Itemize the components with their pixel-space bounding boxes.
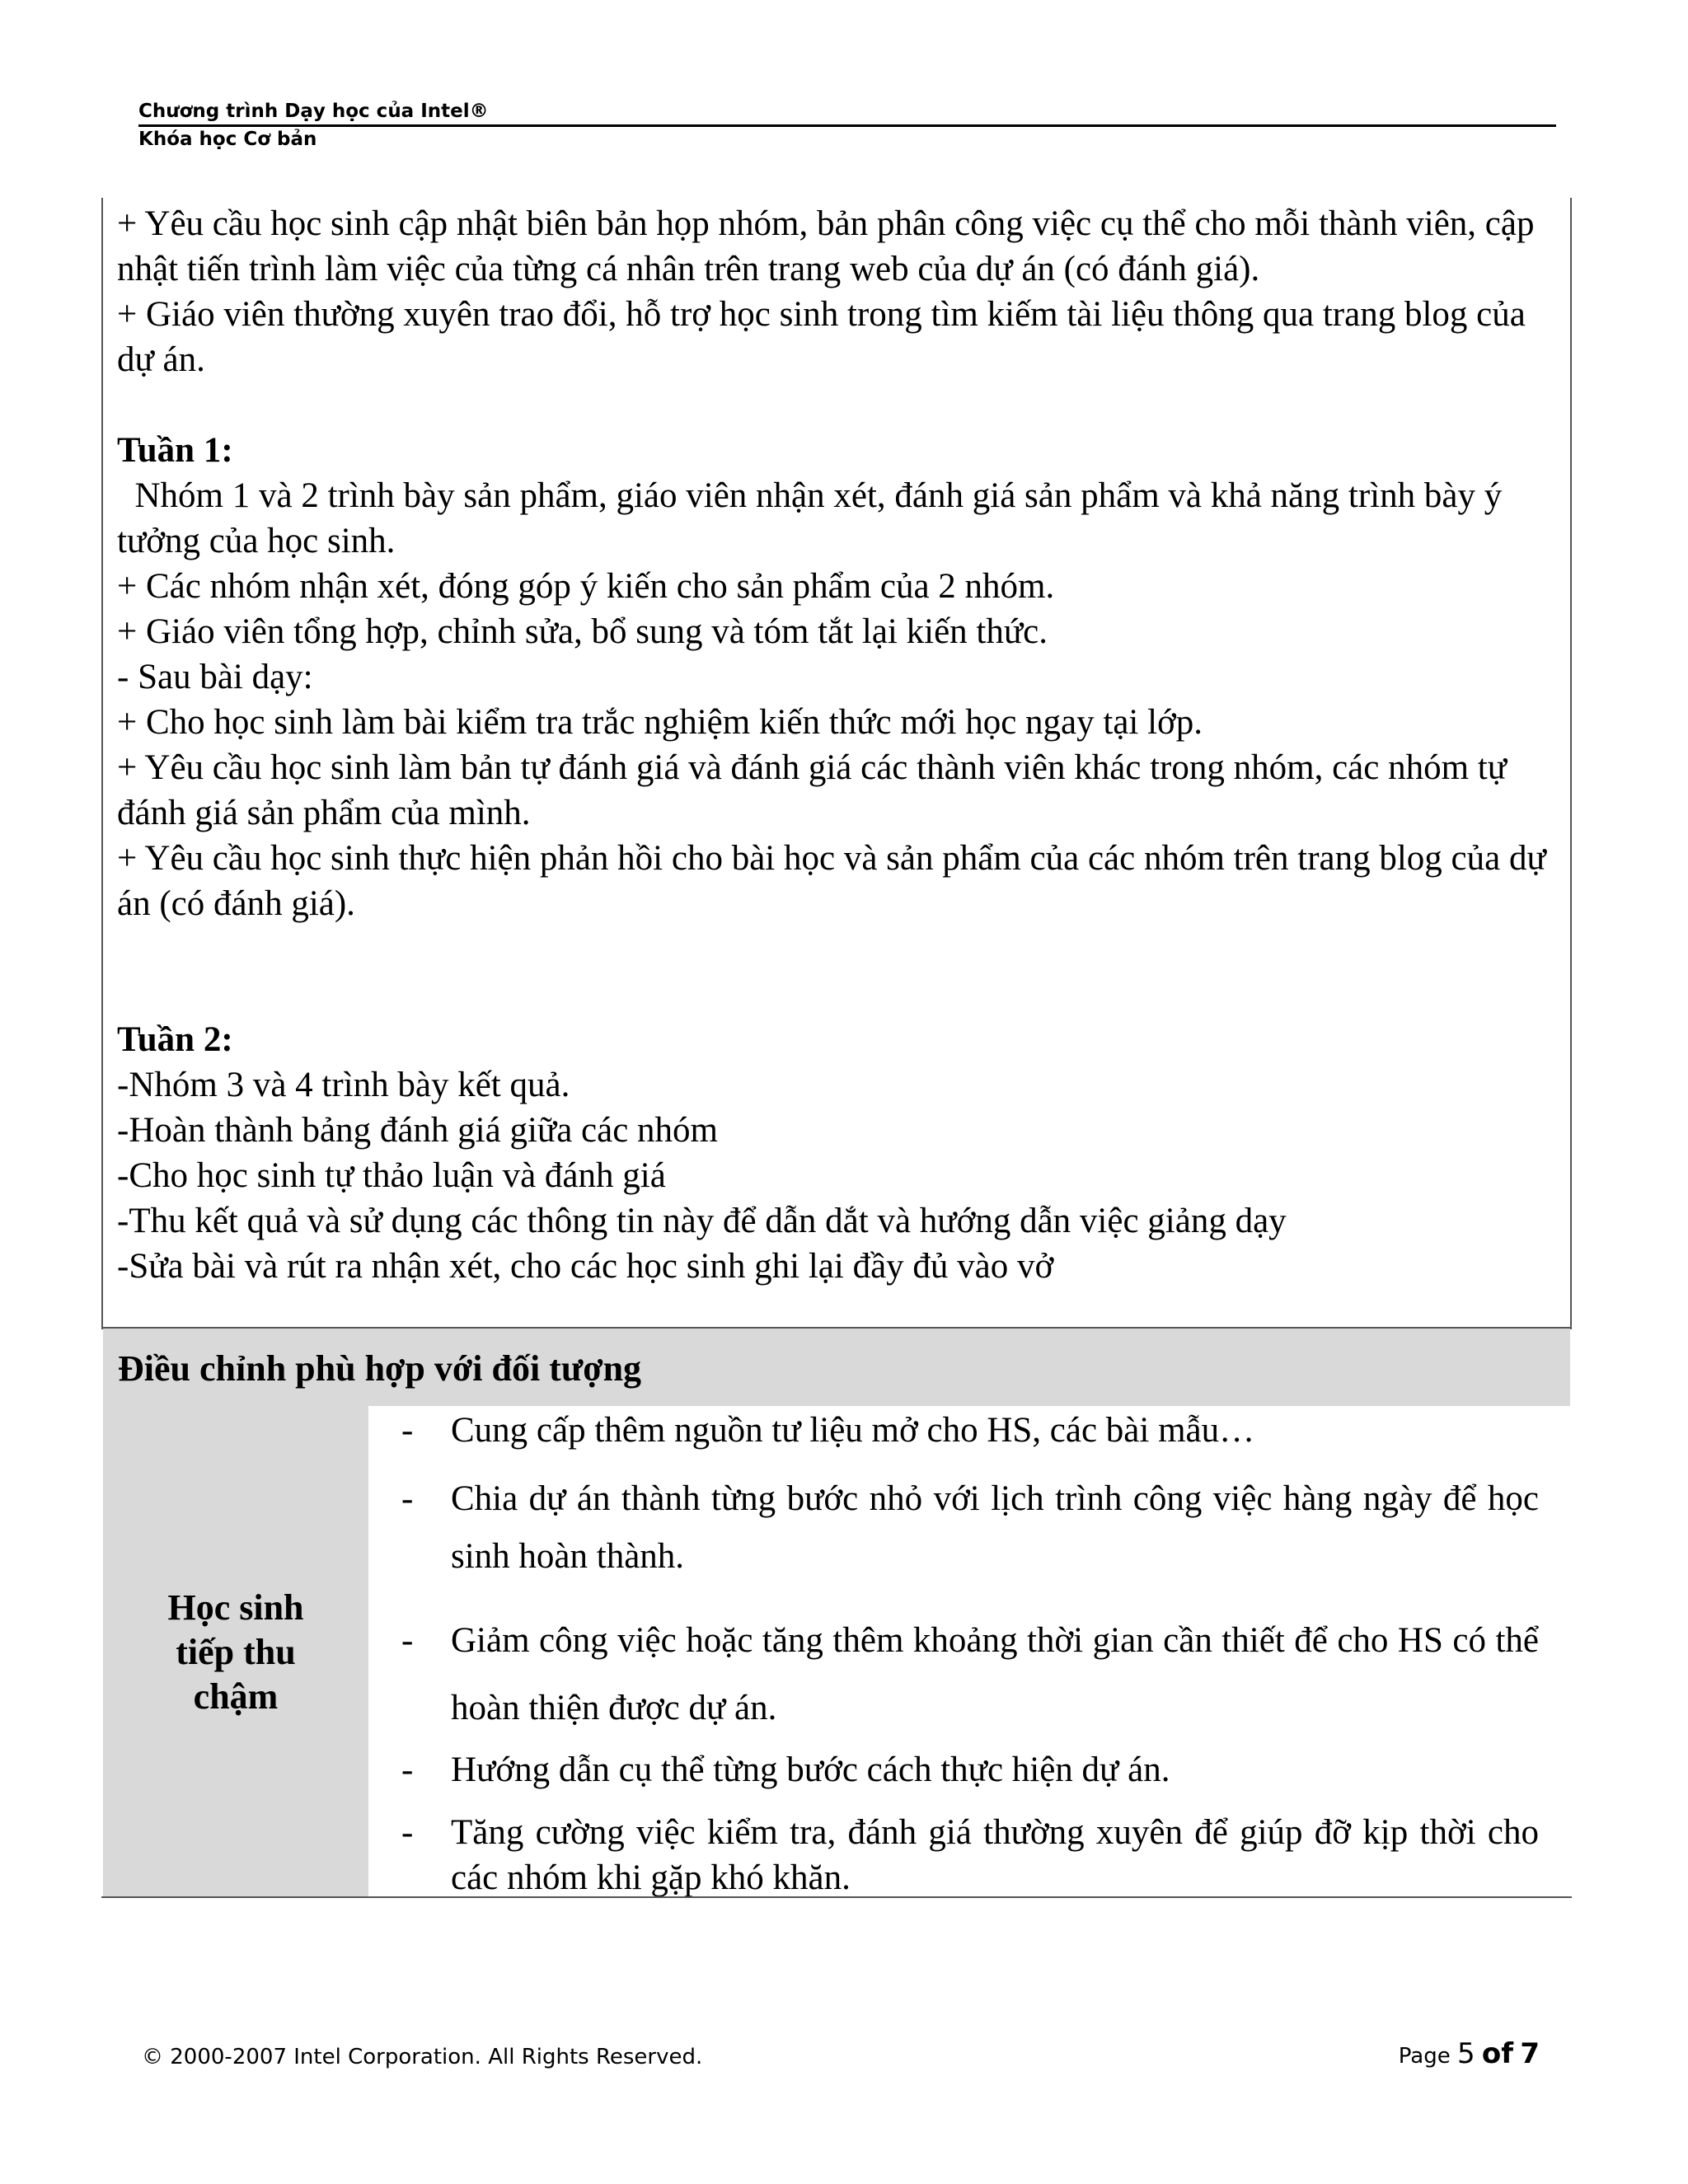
adjustment-header-row	[103, 1329, 1570, 1406]
week1-line: - Sau bài dạy:	[117, 658, 313, 696]
student-group-label	[103, 1586, 368, 1719]
dash-bullet: -	[401, 1621, 414, 1660]
spacer	[117, 926, 1551, 1017]
week2-title: Tuần 2:	[117, 1020, 233, 1059]
dash-bullet: -	[401, 1750, 414, 1789]
week1-line: + Yêu cầu học sinh làm bản tự đánh giá và đánh giá các thành viên khác trong nhóm, các nhóm tự đánh giá sản phẩm của mình.	[117, 748, 1516, 832]
paragraph-teacher-support: + Giáo viên thường xuyên trao đổi, hỗ trợ học sinh trong tìm kiếm tài liệu thông qua trang blog của dự án.	[117, 295, 1535, 379]
adjustment-title: Điều chỉnh phù hợp với đối tượng	[118, 1348, 642, 1389]
group-label-line: chậm	[193, 1676, 279, 1717]
header-rule	[138, 124, 1556, 127]
week1-line: + Yêu cầu học sinh thực hiện phản hồi cho bài học và sản phẩm của các nhóm trên trang blog của dự án (có đánh giá).	[117, 839, 1555, 923]
list-item-text: Tăng cường việc kiểm tra, đánh giá thường xuyên để giúp đỡ kịp thời cho các nhóm khi gặp khó khăn.	[451, 1813, 1539, 1897]
group-label-line: Học sinh	[167, 1587, 304, 1628]
copyright-notice: © 2000-2007 Intel Corporation. All Rights Reserved.	[142, 2045, 703, 2069]
week2-line: -Cho học sinh tự thảo luận và đánh giá	[117, 1156, 666, 1195]
dash-bullet: -	[401, 1411, 414, 1450]
week2-line: -Hoàn thành bảng đánh giá giữa các nhóm	[117, 1111, 718, 1150]
week1-line: Nhóm 1 và 2 trình bày sản phẩm, giáo viên nhận xét, đánh giá sản phẩm và khả năng trình bày ý tưởng của học sinh.	[117, 476, 1511, 560]
page-word: Page	[1398, 2044, 1451, 2069]
paragraph-update-minutes: + Yêu cầu học sinh cập nhật biên bản họp nhóm, bản phân công việc cụ thể cho mỗi thành viên, cập nhật tiến trình làm việc của từng cá nhân trên trang web của dự án (có đánh giá).	[117, 204, 1544, 288]
page-indicator	[1399, 2037, 1540, 2073]
spacer	[117, 382, 1551, 428]
course-title: Khóa học Cơ bản	[138, 129, 317, 150]
week1-title: Tuần 1:	[117, 431, 233, 470]
list-item-text: Chia dự án thành từng bước nhỏ với lịch trình công việc hàng ngày để học sinh hoàn thành.	[451, 1479, 1539, 1576]
dash-bullet: -	[401, 1479, 414, 1518]
group-label-line: tiếp thu	[176, 1632, 296, 1672]
list-item-text: Cung cấp thêm nguồn tư liệu mở cho HS, các bài mẫu…	[451, 1411, 1255, 1450]
week2-line: -Sửa bài và rút ra nhận xét, cho các học sinh ghi lại đầy đủ vào vở	[117, 1247, 1054, 1286]
week1-line: + Các nhóm nhận xét, đóng góp ý kiến cho sản phẩm của 2 nhóm.	[117, 567, 1055, 606]
dash-bullet: -	[401, 1813, 414, 1852]
page-total: 7	[1520, 2037, 1540, 2070]
week2-line: -Nhóm 3 và 4 trình bày kết quả.	[117, 1066, 570, 1104]
lesson-activities	[117, 201, 1555, 1289]
table-bottom-border	[101, 1896, 1572, 1898]
list-item-text: Hướng dẫn cụ thể từng bước cách thực hiện dự án.	[451, 1750, 1170, 1789]
program-title: Chương trình Dạy học của Intel®	[138, 101, 489, 122]
page-of: of	[1481, 2037, 1514, 2070]
list-item-text: Giảm công việc hoặc tăng thêm khoảng thời gian cần thiết để cho HS có thể hoàn thiện được dự án.	[451, 1621, 1539, 1727]
week1-line: + Cho học sinh làm bài kiểm tra trắc nghiệm kiến thức mới học ngay tại lớp.	[117, 703, 1203, 742]
week2-line: -Thu kết quả và sử dụng các thông tin này để dẫn dắt và hướng dẫn việc giảng dạy	[117, 1202, 1287, 1240]
student-group-cell	[103, 1406, 368, 1898]
page-number: 5	[1457, 2037, 1475, 2070]
week1-line: + Giáo viên tổng hợp, chỉnh sửa, bổ sung và tóm tắt lại kiến thức.	[117, 612, 1048, 651]
